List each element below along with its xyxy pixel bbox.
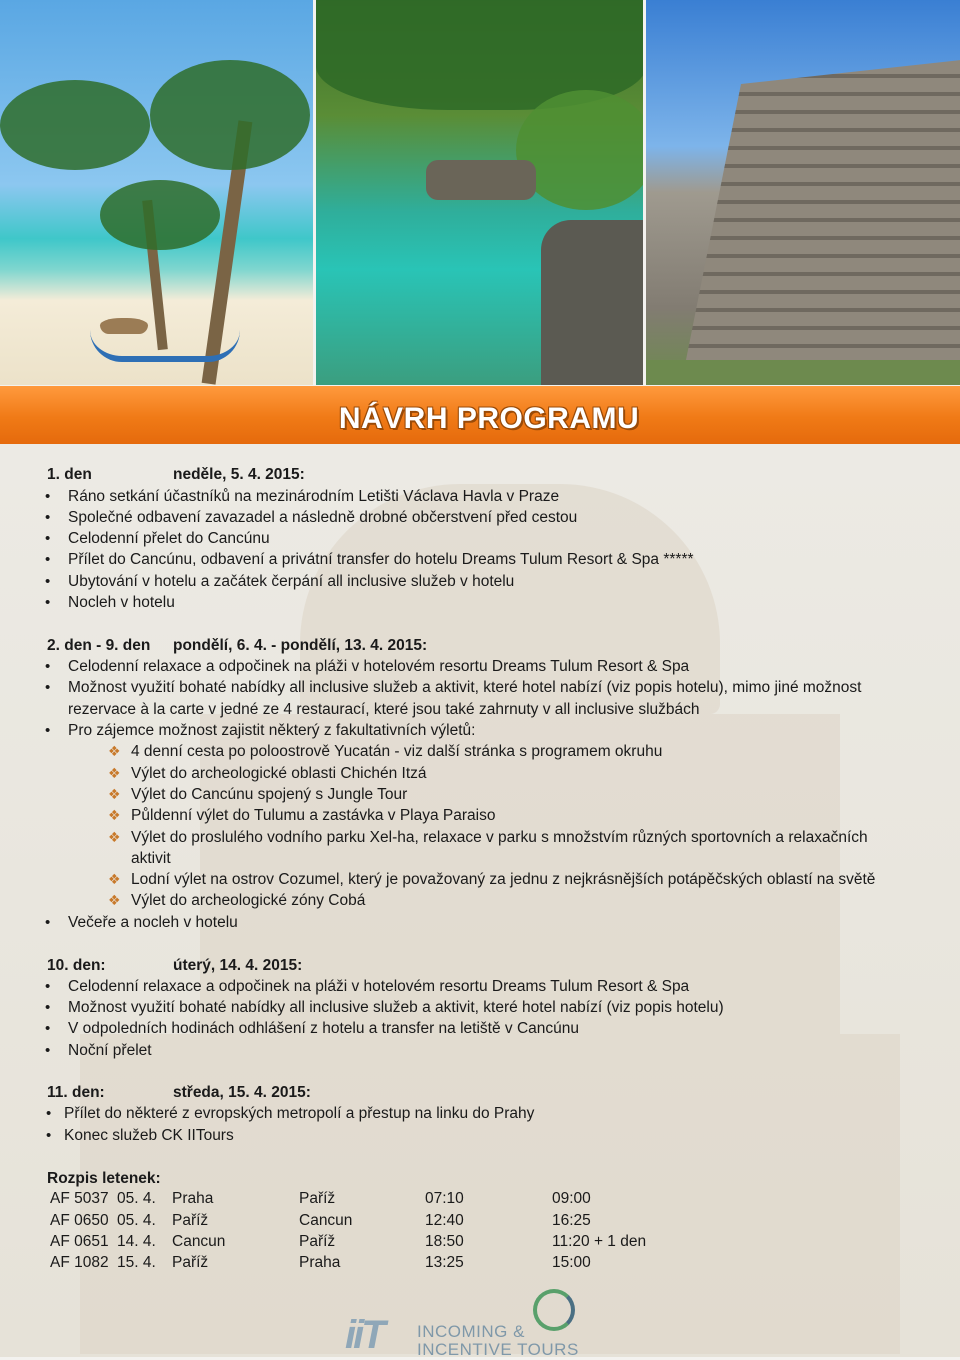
day11-heading: 11. den: středa, 15. 4. 2015: [47,1084,311,1101]
logo-text: INCOMING & [417,1322,525,1341]
logo-text: INCENTIVE TOURS [417,1340,579,1359]
logo-mark: iiT [345,1313,383,1357]
diamond-icon: ❖ [108,892,121,908]
page-title: NÁVRH PROGRAMU [338,402,640,435]
logo-ring-icon [533,1289,575,1331]
company-logo [345,1289,595,1357]
day1-heading: 1. den neděle, 5. 4. 2015: [47,466,305,483]
diamond-icon: ❖ [108,765,121,781]
flights-title: Rozpis letenek: [47,1170,161,1187]
day10-heading: 10. den: úterý, 14. 4. 2015: [47,957,303,974]
diamond-icon: ❖ [108,807,121,823]
diamond-icon: ❖ [108,743,121,759]
mayan-ruin-photo [646,0,960,385]
header-photos [0,0,960,385]
diamond-icon: ❖ [108,786,121,802]
cenote-swimmers-photo [316,0,643,385]
beach-hammock-photo [0,0,313,385]
day2-heading: 2. den - 9. den pondělí, 6. 4. - pondělí, 13. 4. 2015: [47,637,428,654]
diamond-icon: ❖ [108,871,121,887]
diamond-icon: ❖ [108,829,121,845]
